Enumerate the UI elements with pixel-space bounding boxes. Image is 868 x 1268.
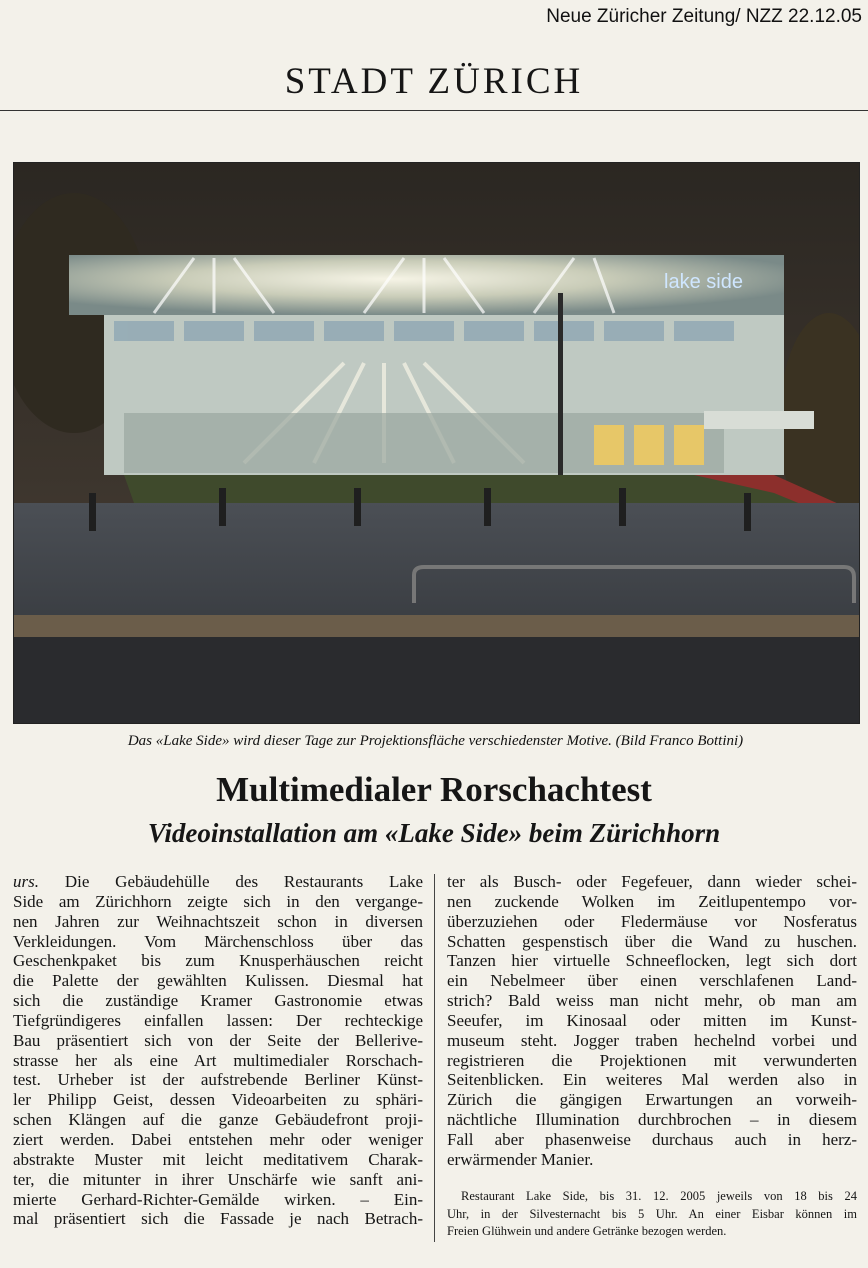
text-line: museum steht. Jogger traben hechelnd vorbei und <box>447 1030 857 1050</box>
section-title: STADT ZÜRICH <box>284 61 584 102</box>
text-line: nen Jahren zur Weihnachtszeit schon in diversen <box>13 911 423 931</box>
text-line: mierte Gerhard-Richter-Gemälde wirken. – Ein- <box>13 1189 423 1209</box>
text-line: Seitenblicken. Ein weiteres Mal werden also in <box>447 1070 857 1090</box>
text-line: mal präsentiert sich die Fassade je nach Betrach- <box>13 1209 423 1229</box>
text-line: Zürich die gängigen Erwartungen an vorweih- <box>447 1090 857 1110</box>
text-line: test. Urheber ist der aufstrebende Berliner Künst- <box>13 1070 423 1090</box>
text-line: die Palette der gewählten Kulissen. Diesmal hat <box>13 971 423 991</box>
article-column-right <box>447 872 857 1170</box>
text-line: abstrakte Muster mit leicht meditativem Charak- <box>13 1149 423 1169</box>
article-column-left <box>13 872 423 1229</box>
article-photo <box>13 162 860 724</box>
text-line: Schatten gespenstisch über die Wand zu huschen. <box>447 931 857 951</box>
text-line: ter als Busch- oder Fegefeuer, dann wieder schei- <box>447 872 857 891</box>
text-line: Tiefgründigeres einfallen lassen: Der rechteckige <box>13 1010 423 1030</box>
text-line: Seeufer, im Kinosaal oder mitten im Kunst- <box>447 1010 857 1030</box>
text-line: Geschenkpaket bis zum Knusperhäuschen reicht <box>13 951 423 971</box>
text-line: strasse her als eine Art multimedialer Rorschach- <box>13 1050 423 1070</box>
text-line: urs. Die Gebäudehülle des Restaurants Lake <box>13 872 424 891</box>
info-line: Uhr, in der Silvesternacht bis 5 Uhr. An einer Eisbar können im <box>447 1206 857 1221</box>
text-line: ein Nebelmeer über einen verschlafenen Land- <box>447 971 857 991</box>
source-note: Neue Züricher Zeitung/ NZZ 22.12.05 <box>546 6 862 27</box>
building-sign: lake side <box>664 271 743 293</box>
text-line: erwärmender Manier. <box>447 1149 594 1169</box>
text-line: schen Klängen auf die ganze Gebäudefront proji- <box>13 1110 423 1130</box>
text-line: ziert werden. Dabei entstehen mehr oder weniger <box>13 1129 423 1149</box>
text-line: nächtliche Illumination durchbrochen – in diesem <box>447 1110 857 1130</box>
section-rule <box>0 110 868 111</box>
text-line: Tanzen hier virtuelle Schneeflocken, legt sich dort <box>447 951 857 971</box>
text-line: ler Philipp Geist, dessen Videoarbeiten zu sphäri- <box>13 1090 423 1110</box>
column-divider <box>434 874 435 1242</box>
text-line: nen zuckende Wolken im Zeitlupentempo vor- <box>447 891 857 911</box>
lawn <box>124 475 814 503</box>
text-line: ter, die mitunter in ihrer Unschärfe wie sanft ani- <box>13 1169 423 1189</box>
entrance-canopy <box>704 411 814 429</box>
text-line: Bau präsentiert sich von der Seite der Bellerive- <box>13 1030 423 1050</box>
lake-side-building-illustration <box>14 163 859 723</box>
article-headline: Multimedialer Rorschachtest <box>216 770 652 809</box>
text-line: Fall aber phasenweise durchaus auch in herz- <box>447 1129 857 1149</box>
info-line: Restaurant Lake Side, bis 31. 12. 2005 jeweils von 18 bis 24 <box>461 1189 857 1203</box>
text-line: registrieren die Projektionen mit verwunderten <box>447 1050 857 1070</box>
byline: urs. <box>13 872 39 891</box>
text-line: sich die zuständige Kramer Gastronomie etwas <box>13 991 423 1011</box>
text-line: Verkleidungen. Vom Märchenschloss über das <box>13 931 423 951</box>
article-subheadline: Videoinstallation am «Lake Side» beim Zürichhorn <box>147 818 721 848</box>
info-line: Freien Glühwein und andere Getränke bezogen werden. <box>447 1224 727 1238</box>
photo-caption: Das «Lake Side» wird dieser Tage zur Projektionsfläche verschiedenster Motive. (Bild Franco Bottini) <box>127 733 744 749</box>
text-line: überzuziehen oder Fledermäuse vor Nosferatus <box>447 911 857 931</box>
text-line: Side am Zürichhorn zeigte sich in den vergange- <box>13 891 423 911</box>
event-info-box <box>447 1188 857 1241</box>
low-wall <box>14 615 859 637</box>
text-line: strich? Bald weiss man nicht mehr, ob man am <box>447 991 857 1011</box>
